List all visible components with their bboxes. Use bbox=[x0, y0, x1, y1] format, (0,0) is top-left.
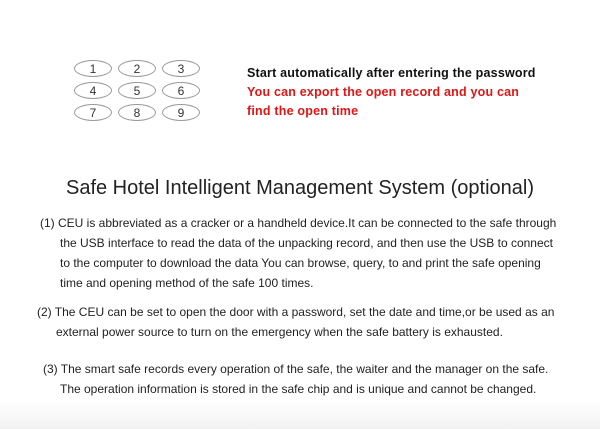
keypad-key: 3 bbox=[162, 60, 200, 77]
paragraph-records bbox=[0, 359, 548, 399]
feature-line-open-time: find the open time bbox=[247, 104, 359, 118]
paragraph-line: time and opening method of the safe 100 times. bbox=[60, 276, 314, 290]
feature-line-export-record: You can export the open record and you can bbox=[247, 85, 520, 99]
keypad-key: 6 bbox=[162, 82, 200, 99]
keypad-key: 5 bbox=[118, 82, 156, 99]
feature-description bbox=[247, 64, 536, 121]
keypad-key: 8 bbox=[118, 104, 156, 121]
keypad-key: 7 bbox=[74, 104, 112, 121]
section-heading: Safe Hotel Intelligent Management System (optional) bbox=[65, 177, 535, 199]
bottom-fade-strip bbox=[0, 401, 600, 429]
paragraph-ceu-settings bbox=[0, 302, 554, 342]
keypad-illustration bbox=[74, 60, 200, 121]
feature-line-auto-start: Start automatically after entering the password bbox=[247, 66, 536, 80]
paragraph-line: external power source to turn on the emergency when the safe battery is exhausted. bbox=[56, 325, 503, 339]
keypad-key: 4 bbox=[74, 82, 112, 99]
paragraph-line: The operation information is stored in the safe chip and is unique and cannot be changed. bbox=[60, 382, 537, 396]
paragraph-line: the USB interface to read the data of the unpacking record, and then use the USB to connect bbox=[60, 236, 553, 250]
paragraph-line: to the computer to download the data You can browse, query, to and print the safe opening bbox=[60, 256, 541, 270]
paragraph-line: (1) CEU is abbreviated as a cracker or a handheld device.It can be connected to the safe through bbox=[40, 216, 557, 230]
paragraph-line: (2) The CEU can be set to open the door with a password, set the date and time,or be used as an bbox=[37, 305, 555, 319]
keypad-key: 2 bbox=[118, 60, 156, 77]
keypad-key: 9 bbox=[162, 104, 200, 121]
paragraph-line: (3) The smart safe records every operation of the safe, the waiter and the manager on the safe. bbox=[43, 362, 549, 376]
paragraph-ceu-description bbox=[0, 213, 556, 293]
keypad-key: 1 bbox=[74, 60, 112, 77]
